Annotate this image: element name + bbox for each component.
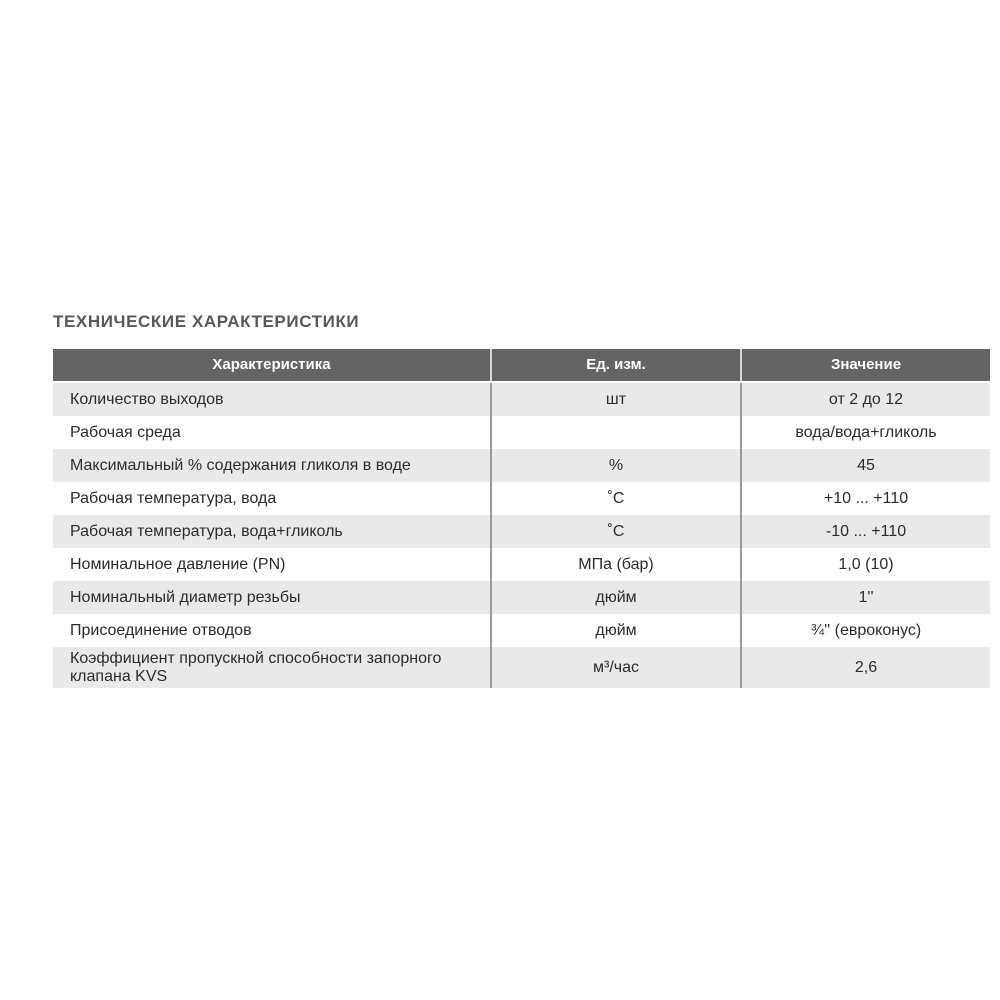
row-characteristic: Рабочая среда: [70, 423, 181, 441]
row-unit: дюйм: [490, 614, 740, 647]
row-characteristic: Присоединение отводов: [70, 621, 252, 639]
table-row: [53, 548, 990, 581]
row-value: вода/вода+гликоль: [740, 416, 990, 449]
table-row: [53, 581, 990, 614]
row-value: +10 ... +110: [740, 482, 990, 515]
header-value: Значение: [740, 349, 990, 381]
row-value: 45: [740, 449, 990, 482]
table-row: [53, 416, 990, 449]
row-unit: ˚С: [490, 515, 740, 548]
row-value: 1,0 (10): [740, 548, 990, 581]
row-characteristic: Номинальный диаметр резьбы: [70, 588, 301, 606]
row-value: от 2 до 12: [740, 383, 990, 416]
header-characteristic: Характеристика: [212, 356, 331, 373]
row-unit: ˚С: [490, 482, 740, 515]
row-unit: м³/час: [490, 647, 740, 688]
row-value: 2,6: [740, 647, 990, 688]
table-row: [53, 647, 990, 688]
table-row: [53, 515, 990, 548]
table-row: [53, 614, 990, 647]
header-unit: Ед. изм.: [490, 349, 740, 381]
table-row: [53, 449, 990, 482]
row-characteristic: Коэффициент пропускной способности запорного клапана KVS: [70, 649, 442, 685]
row-value: -10 ... +110: [740, 515, 990, 548]
row-characteristic: Рабочая температура, вода: [70, 489, 277, 507]
section-title: ТЕХНИЧЕСКИЕ ХАРАКТЕРИСТИКИ: [53, 312, 360, 331]
table-row: [53, 383, 990, 416]
row-value: ¾'' (евроконус): [740, 614, 990, 647]
table-header-row: [53, 349, 990, 381]
table-row: [53, 482, 990, 515]
row-unit: [490, 416, 740, 449]
specifications-table: [53, 349, 990, 688]
row-characteristic: Номинальное давление (PN): [70, 555, 286, 573]
row-unit: МПа (бар): [490, 548, 740, 581]
row-characteristic: Максимальный % содержания гликоля в воде: [70, 456, 411, 474]
row-characteristic: Количество выходов: [70, 390, 224, 408]
row-unit: %: [490, 449, 740, 482]
row-characteristic: Рабочая температура, вода+гликоль: [70, 522, 343, 540]
row-unit: дюйм: [490, 581, 740, 614]
row-value: 1'': [740, 581, 990, 614]
row-unit: шт: [490, 383, 740, 416]
